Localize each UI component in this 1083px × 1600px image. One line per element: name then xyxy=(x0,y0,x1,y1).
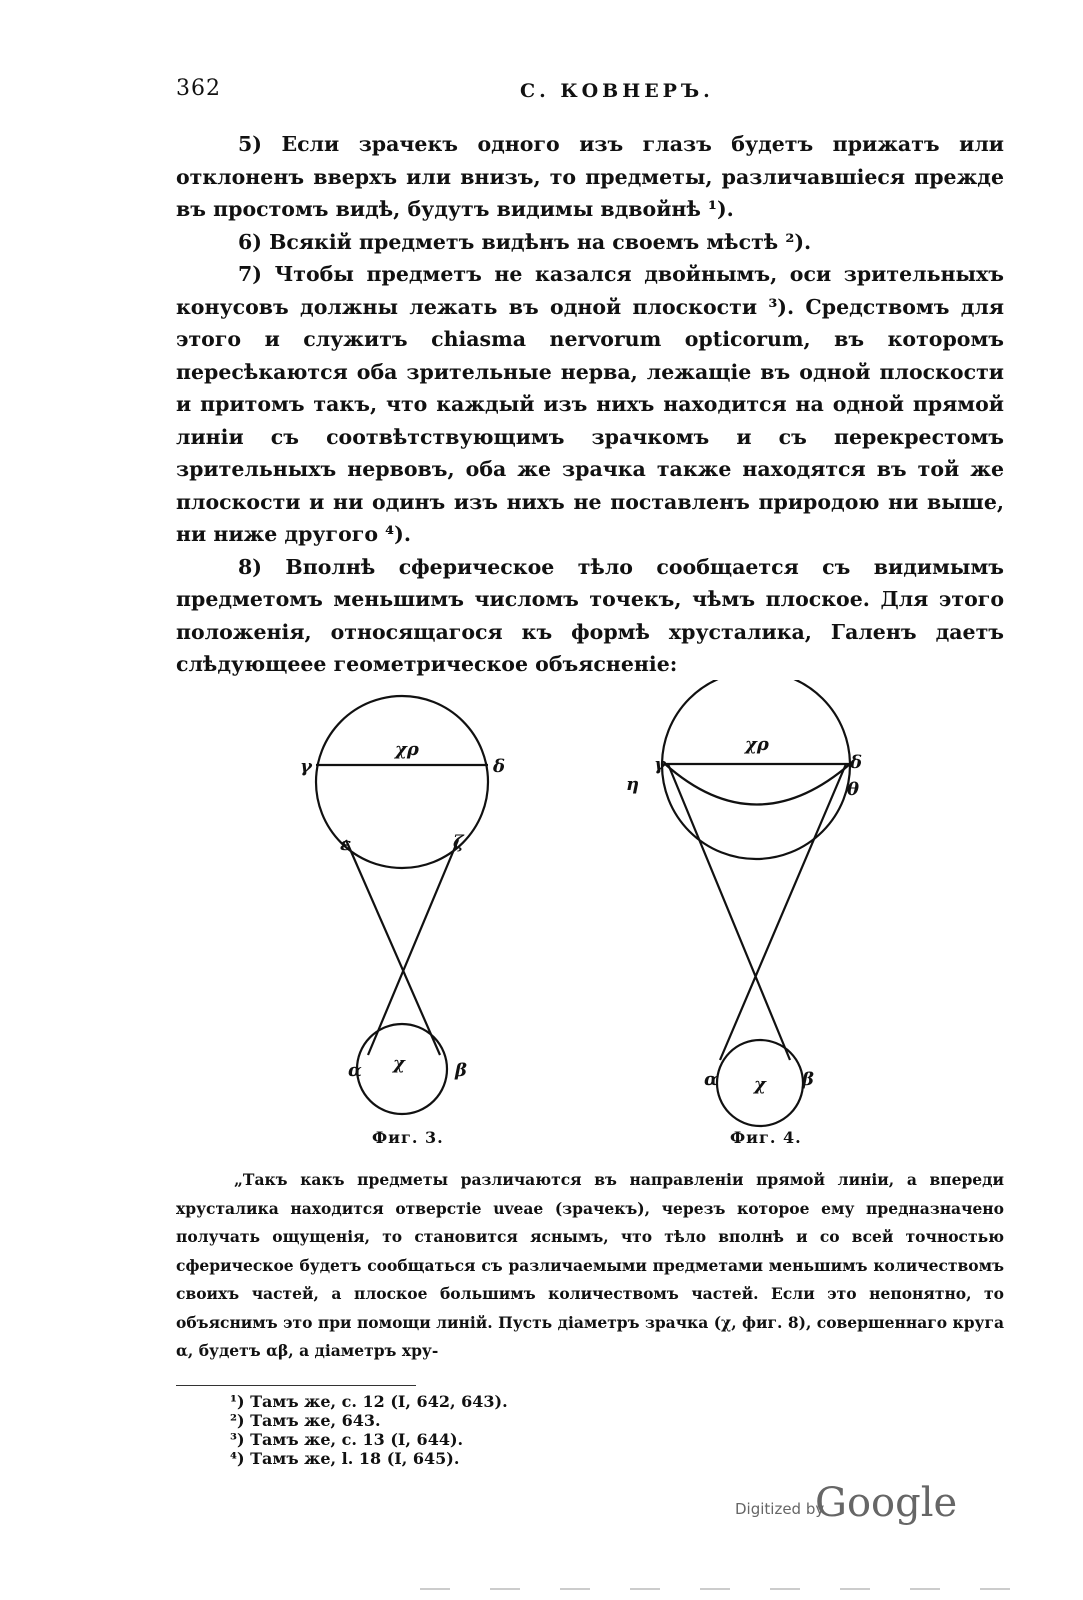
fig3-label-epsilon: ε xyxy=(340,834,351,855)
running-title: С. КОВНЕРЪ. xyxy=(520,80,714,102)
footnotes xyxy=(230,1392,508,1468)
fig3-label-alpha: α xyxy=(348,1060,362,1081)
fig3-label-x: χ xyxy=(393,1053,405,1074)
fig4-label-theta: θ xyxy=(847,779,860,800)
fig4-label-xr: χρ xyxy=(745,734,769,755)
paragraph-7: 7) Чтобы предметъ не казался двойнымъ, оси зрительныхъ конусовъ должны лежать въ одной плоскости ³). Средствомъ для этого и служитъ chiasma nervorum opticorum, въ которомъ пересѣкаются оба зрительные нерва, лежащіе въ одной плоскости и притомъ такъ, что каждый изъ нихъ находится на одной прямой линіи съ соотвѣтствующимъ зрачкомъ и съ перекрестомъ зрительныхъ нервовъ, оба же зрачка также находятся въ той же плоскости и ни одинъ изъ нихъ не поставленъ природою ни выше, ни ниже другого ⁴). xyxy=(176,262,1004,546)
google-logo: Google xyxy=(815,1480,958,1526)
fig3-label-beta: β xyxy=(455,1060,467,1081)
paragraph-6: 6) Всякій предметъ видѣнъ на своемъ мѣстѣ ²). xyxy=(238,229,812,254)
fig3-label-delta: δ xyxy=(493,756,506,777)
fig3-caption: Фиг. 3. xyxy=(372,1128,444,1147)
fig4-label-beta: β xyxy=(802,1069,814,1090)
fig3-label-zeta: ζ xyxy=(453,832,464,853)
fig3-label-gamma: γ xyxy=(300,756,312,777)
fig4-inner-arc xyxy=(665,764,850,805)
fig4-ray-left xyxy=(668,764,790,1060)
fig4-label-gamma: γ xyxy=(654,754,666,775)
fig3-ray-right xyxy=(368,840,458,1055)
footnote-4: ⁴) Тамъ же, l. 18 (I, 645). xyxy=(230,1449,460,1468)
fig4-large-circle xyxy=(662,680,850,859)
quote-text: „Такъ какъ предметы различаются въ направленіи прямой линіи, а впереди хрусталика находится отверстіе uveae (зрачекъ), черезъ которое ему предназначено получать ощущенія, то становится яснымъ, что тѣло вполнѣ и со всей точностью сферическое будетъ сообщаться съ различаемыми предметами меньшимъ количествомъ своихъ частей, а плоское большимъ количествомъ частей. Если это непонятно, то объяснимъ это при помощи линій. Пусть діаметръ зрачка (χ, фиг. 8), совершеннаго круга α, будетъ αβ, а діаметръ хру- xyxy=(176,1170,1004,1360)
galen-quote xyxy=(176,1166,1004,1366)
fig3-label-xr: χρ xyxy=(395,739,419,760)
footnote-2: ²) Тамъ же, 643. xyxy=(230,1411,381,1430)
fig4-label-alpha: α xyxy=(704,1069,718,1090)
page-number: 362 xyxy=(176,76,221,101)
digitized-by-label: Digitized by xyxy=(735,1500,825,1518)
footnote-1: ¹) Тамъ же, с. 12 (I, 642, 643). xyxy=(230,1392,508,1411)
footnote-divider xyxy=(176,1385,416,1386)
body-text xyxy=(176,128,1004,681)
fig4-caption: Фиг. 4. xyxy=(730,1128,802,1147)
footnote-3: ³) Тамъ же, с. 13 (I, 644). xyxy=(230,1430,464,1449)
fig3-ray-left xyxy=(346,840,440,1055)
paragraph-5: 5) Если зрачекъ одного изъ глазъ будетъ прижатъ или отклоненъ вверхъ или внизъ, то предметы, различавшіеся прежде въ простомъ видѣ, будутъ видимы вдвойнѣ ¹). xyxy=(176,132,1004,221)
figures-3-and-4 xyxy=(290,680,930,1160)
fig4-label-eta: η xyxy=(626,774,640,795)
paragraph-8: 8) Вполнѣ сферическое тѣло сообщается съ видимымъ предметомъ меньшимъ числомъ точекъ, чѣмъ плоское. Для этого положенія, относящагося къ формѣ хрусталика, Галенъ даетъ слѣдующееe геометрическое объясненіе: xyxy=(176,554,1004,676)
fig4-label-x: χ xyxy=(754,1074,766,1095)
fig4-ray-right xyxy=(720,764,846,1060)
fig4-label-delta: δ xyxy=(850,752,863,773)
scan-artifact xyxy=(420,1588,1020,1590)
